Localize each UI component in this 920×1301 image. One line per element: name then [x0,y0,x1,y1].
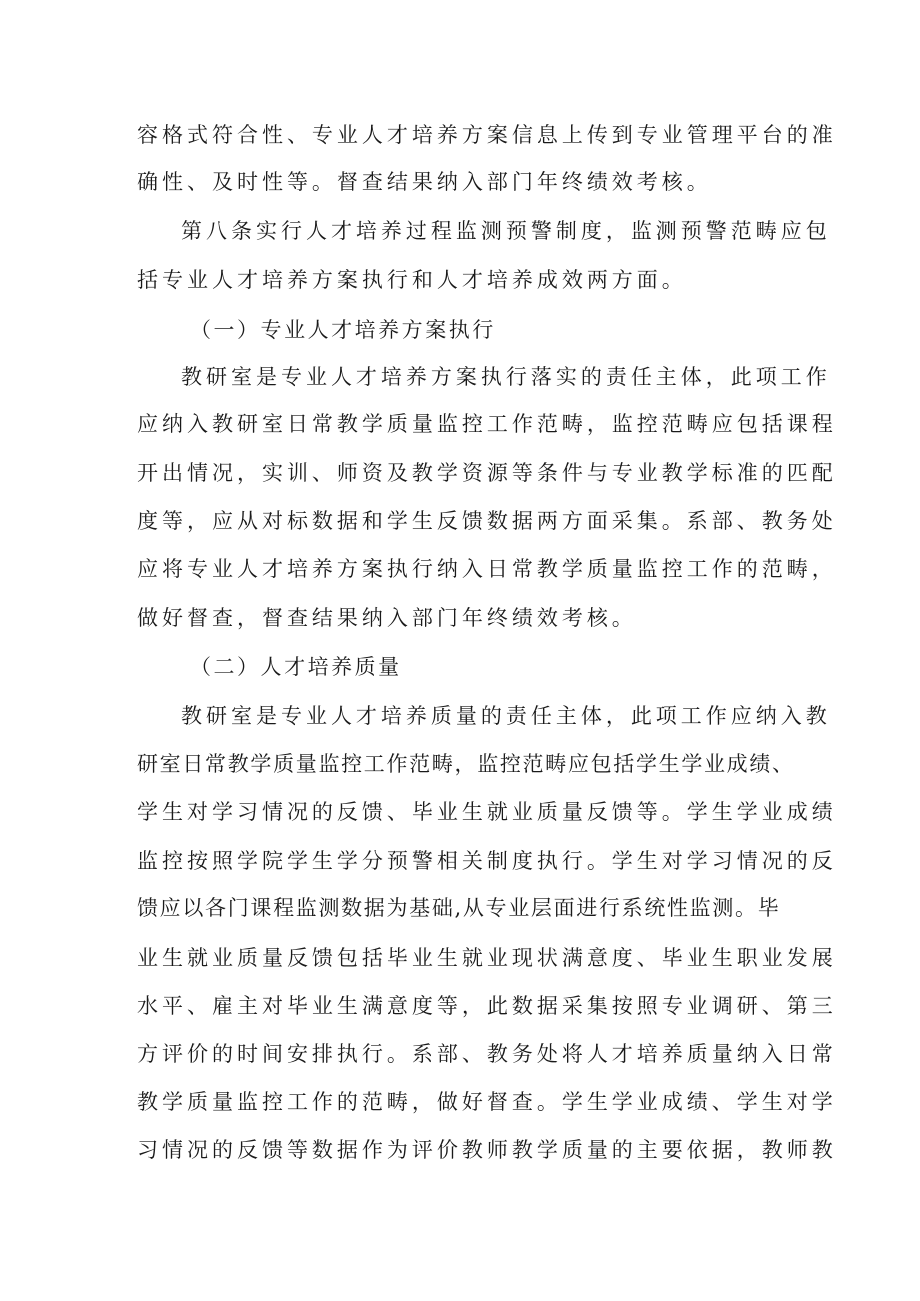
body-line: 应纳入教研室日常教学质量监控工作范畴，监控范畴应包括课程 [137,412,837,436]
section-heading-1: （一）专业人才培养方案执行 [190,318,496,342]
body-line: 馈应以各门课程监测数据为基础,从专业层面进行系统性监测。毕 [137,896,781,920]
body-line: 方评价的时间安排执行。系部、教务处将人才培养质量纳入日常 [137,1042,837,1066]
body-line: 教学质量监控工作的范畴，做好督查。学生学业成绩、学生对学 [137,1090,837,1114]
body-line: 习情况的反馈等数据作为评价教师教学质量的主要依据，教师教 [137,1138,837,1162]
body-line: 确性、及时性等。督查结果纳入部门年终绩效考核。 [137,170,712,194]
body-line: 水平、雇主对毕业生满意度等，此数据采集按照专业调研、第三 [137,994,837,1018]
body-line: 括专业人才培养方案执行和人才培养成效两方面。 [137,268,687,292]
article-8-line: 第八条实行人才培养过程监测预警制度，监测预警范畴应包 [181,219,831,243]
body-line: 学生对学习情况的反馈、毕业生就业质量反馈等。学生学业成绩 [137,800,837,824]
body-line: 做好督查，督查结果纳入部门年终绩效考核。 [137,606,637,630]
body-line: 开出情况，实训、师资及教学资源等条件与专业教学标准的匹配 [137,461,837,485]
body-line: 监控按照学院学生学分预警相关制度执行。学生对学习情况的反 [137,849,837,873]
body-line: 研室日常教学质量监控工作范畴，监控范畴应包括学生学业成绩、 [137,752,795,776]
body-line: 应将专业人才培养方案执行纳入日常教学质量监控工作的范畴， [137,557,837,581]
body-line: 教研室是专业人才培养质量的责任主体，此项工作应纳入教 [181,704,831,728]
section-heading-2: （二）人才培养质量 [190,655,402,679]
body-line: 度等，应从对标数据和学生反馈数据两方面采集。系部、教务处 [137,509,837,533]
body-line: 容格式符合性、专业人才培养方案信息上传到专业管理平台的准 [137,123,837,147]
body-line: 业生就业质量反馈包括毕业生就业现状满意度、毕业生职业发展 [137,946,837,970]
body-line: 教研室是专业人才培养方案执行落实的责任主体，此项工作 [181,365,831,389]
